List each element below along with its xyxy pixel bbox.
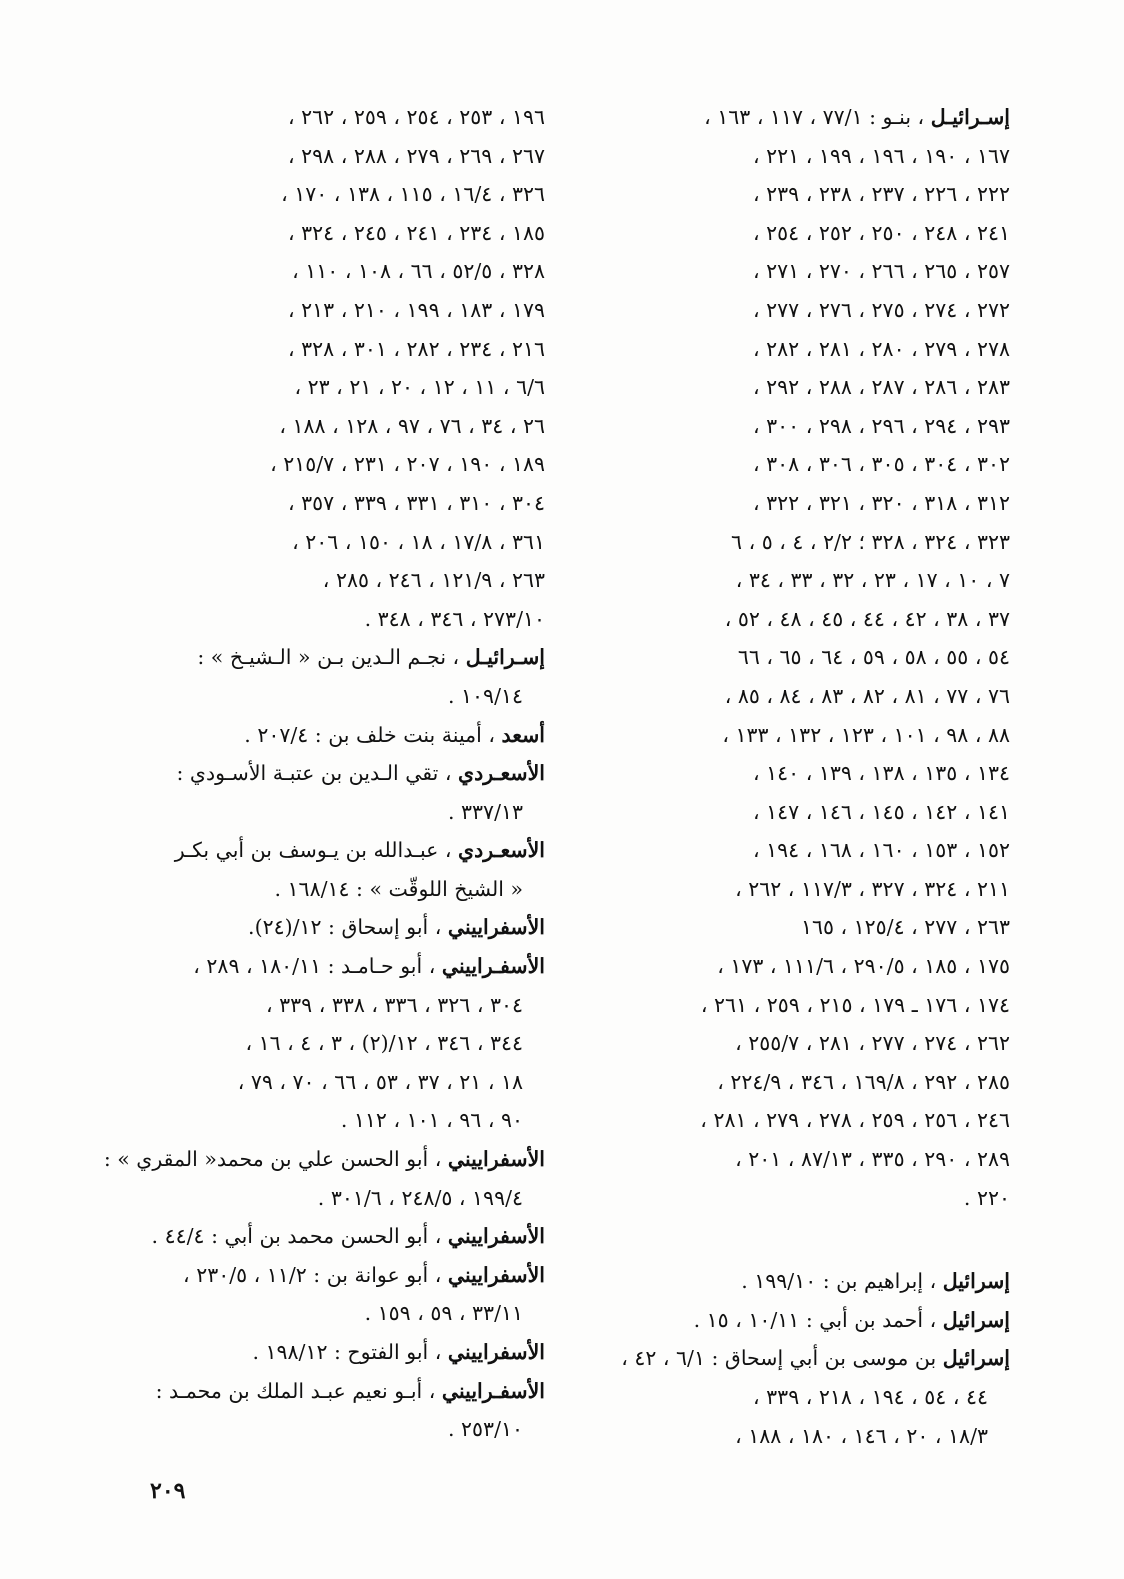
- index-line: [115, 793, 545, 832]
- index-line: [115, 1101, 545, 1140]
- index-line: [115, 677, 545, 716]
- index-line: [103, 1140, 545, 1179]
- index-line: [115, 638, 545, 677]
- index-headword: الأسعـردي: [458, 761, 545, 786]
- index-line: [115, 1294, 545, 1333]
- index-references: ، أبو حـامـد : ١٨٠/١١ ، ٢٨٩ ،: [193, 954, 442, 979]
- index-references: ١٨ ، ٢١ ، ٣٧ ، ٥٣ ، ٦٦ ، ٧٠ ، ٧٩ ،: [237, 1069, 523, 1094]
- index-references: ٢٦٣ ، ٢٧٧ ، ١٢٥/٤ ، ١٦٥: [800, 915, 1010, 940]
- index-references: ١٧٤ ، ١٧٦ ـ ١٧٩ ، ٢١٥ ، ٢٥٩ ، ٢٦١ ،: [700, 992, 1010, 1017]
- index-line: [115, 137, 545, 176]
- index-line: [115, 1372, 545, 1411]
- index-references: ٢١١ ، ٣٢٤ ، ٣٢٧ ، ١١٧/٣ ، ٢٦٢ ،: [735, 876, 1010, 901]
- index-references: ٢٧٨ ، ٢٧٩ ، ٢٨٠ ، ٢٨١ ، ٢٨٢ ،: [753, 336, 1010, 361]
- index-references: ، أبو الفتوح : ١٩٨/١٢ .: [252, 1340, 448, 1364]
- index-references: ٢٨٩ ، ٢٩٠ ، ٣٣٥ ، ٨٧/١٣ ، ٢٠١ ،: [735, 1147, 1010, 1172]
- index-line: [115, 986, 545, 1025]
- index-line: [580, 716, 1010, 755]
- index-line: [580, 445, 1010, 484]
- index-line: [115, 214, 545, 253]
- entry-gap: [580, 1217, 1010, 1262]
- index-line: [115, 1179, 545, 1218]
- index-headword: الأسعـردي: [458, 838, 545, 863]
- index-line: [580, 1101, 1010, 1140]
- index-references: ١٨٥ ، ٢٣٤ ، ٢٤١ ، ٢٤٥ ، ٣٢٤ ،: [288, 220, 545, 245]
- index-references: ٣٠٢ ، ٣٠٤ ، ٣٠٥ ، ٣٠٦ ، ٣٠٨ ،: [753, 452, 1010, 477]
- index-line: [580, 986, 1010, 1025]
- index-line: [115, 908, 545, 947]
- index-references: ، عبـدالله بن يـوسف بن أبي بكـر: [174, 838, 459, 863]
- index-line: [115, 1024, 545, 1063]
- index-references: ٢٢٠ .: [963, 1185, 1010, 1210]
- index-line: [580, 870, 1010, 909]
- index-headword: إسرائيل: [942, 1269, 1010, 1294]
- index-references: ٣٢٨ ، ٥٢/٥ ، ٦٦ ، ١٠٨ ، ١١٠ ،: [292, 259, 545, 284]
- index-headword: الأسفـراييني: [441, 954, 545, 979]
- index-headword: إسرائيل: [942, 1307, 1010, 1332]
- index-references: ٢٨٣ ، ٢٨٦ ، ٢٨٧ ، ٢٨٨ ، ٢٩٢ ،: [753, 375, 1010, 400]
- index-line: [580, 252, 1010, 291]
- index-references: ٢٩٣ ، ٢٩٤ ، ٢٩٦ ، ٢٩٨ ، ٣٠٠ ،: [753, 413, 1010, 438]
- index-line: [115, 484, 545, 523]
- index-line: [580, 1339, 1010, 1378]
- index-references: ٣٣/١١ ، ٥٩ ، ١٥٩ .: [364, 1301, 523, 1326]
- index-references: ، أبو الحسن محمد بن أبي : ٤٤/٤ .: [151, 1224, 448, 1249]
- index-references: ٢٥٧ ، ٢٦٥ ، ٢٦٦ ، ٢٧٠ ، ٢٧١ ،: [753, 259, 1010, 284]
- index-headword: الأسفراييني: [447, 1147, 545, 1172]
- index-line: [115, 1410, 545, 1449]
- index-line: [580, 214, 1010, 253]
- index-references: ٤٤ ، ٥٤ ، ١٩٤ ، ٢١٨ ، ٣٣٩ ،: [753, 1385, 988, 1409]
- index-references: ٩٠ ، ٩٦ ، ١٠١ ، ١١٢ .: [340, 1108, 523, 1133]
- index-line: [580, 137, 1010, 176]
- index-references: ٢١٦ ، ٢٣٤ ، ٢٨٢ ، ٣٠١ ، ٣٢٨ ،: [288, 336, 545, 361]
- index-line: [115, 1256, 545, 1295]
- index-line: [115, 368, 545, 407]
- index-references: ٣٤٤ ، ٣٤٦ ، ١٢/(٢) ، ٣ ، ٤ ، ١٦ ،: [245, 1031, 523, 1056]
- index-headword: إسـرائيـل: [465, 645, 545, 670]
- index-column-left: [103, 98, 545, 1449]
- index-line: [115, 754, 545, 793]
- index-line: [580, 98, 1010, 137]
- index-references: ٣٢٦ ، ١٦/٤ ، ١١٥ ، ١٣٨ ، ١٧٠ ،: [281, 182, 545, 207]
- index-line: [115, 716, 545, 755]
- index-references: ، أحمد بن أبي : ١٠/١١ ، ١٥ .: [693, 1307, 943, 1332]
- index-references: ٢٦ ، ٣٤ ، ٧٦ ، ٩٧ ، ١٢٨ ، ١٨٨ ،: [279, 413, 545, 438]
- index-references: ٨٨ ، ٩٨ ، ١٠١ ، ١٢٣ ، ١٣٢ ، ١٣٣ ،: [722, 722, 1010, 747]
- index-line: [115, 330, 545, 369]
- index-references: ٢٨٥ ، ٢٩٢ ، ١٦٩/٨ ، ٣٤٦ ، ٢٢٤/٩ ،: [717, 1069, 1010, 1094]
- index-line: [580, 677, 1010, 716]
- index-line: [580, 1378, 1010, 1417]
- index-headword: الأسفراييني: [447, 1224, 545, 1249]
- index-line: [580, 908, 1010, 947]
- index-line: [115, 600, 545, 639]
- index-headword: إسـرائيـل: [930, 105, 1010, 129]
- index-references: ٢٦٢ ، ٢٧٤ ، ٢٧٧ ، ٢٨١ ، ٢٥٥/٧ ،: [735, 1031, 1010, 1056]
- index-line: [580, 638, 1010, 677]
- index-line: [580, 523, 1010, 562]
- index-references: ٢٥٣/١٠ .: [447, 1417, 523, 1442]
- index-references: ٣٠٤ ، ٣١٠ ، ٣٣١ ، ٣٣٩ ، ٣٥٧ ،: [288, 490, 545, 515]
- index-references: ١٥٢ ، ١٥٣ ، ١٦٠ ، ١٦٨ ، ١٩٤ ،: [753, 838, 1010, 863]
- index-line: [580, 1140, 1010, 1179]
- index-line: [115, 523, 545, 562]
- index-line: [115, 445, 545, 484]
- index-references: بن موسى بن أبي إسحاق : ٦/١ ، ٤٢ ،: [621, 1346, 943, 1371]
- index-headword: إسرائيل: [942, 1346, 1010, 1371]
- index-line: [580, 831, 1010, 870]
- index-line: [580, 1024, 1010, 1063]
- index-references: ٣٣٧/١٣ .: [447, 799, 523, 824]
- index-line: [115, 407, 545, 446]
- index-references: ٦/٦ ، ١١ ، ١٢ ، ٢٠ ، ٢١ ، ٢٣ ،: [294, 375, 545, 400]
- index-references: ٢٤١ ، ٢٤٨ ، ٢٥٠ ، ٢٥٢ ، ٢٥٤ ،: [753, 220, 1010, 245]
- index-line: [580, 330, 1010, 369]
- index-line: [580, 561, 1010, 600]
- index-line: [115, 831, 545, 870]
- index-line: [115, 252, 545, 291]
- index-line: [580, 947, 1010, 986]
- index-references: ٧ ، ١٠ ، ١٧ ، ٢٣ ، ٣٢ ، ٣٣ ، ٣٤ ،: [735, 568, 1010, 593]
- index-line: [580, 175, 1010, 214]
- index-line: [580, 1063, 1010, 1102]
- index-headword: الأسفـراييني: [441, 1378, 545, 1403]
- index-references: ١٣٤ ، ١٣٥ ، ١٣٨ ، ١٣٩ ، ١٤٠ ،: [753, 761, 1010, 786]
- index-column-right: [580, 98, 1010, 1455]
- index-references: ١٨/٣ ، ٢٠ ، ١٤٦ ، ١٨٠ ، ١٨٨ ،: [735, 1423, 988, 1448]
- index-headword: الأسفراييني: [447, 1262, 545, 1287]
- index-references: ، نجـم الـدين بـن « الـشيـخ » :: [197, 645, 466, 670]
- index-references: ٣٦١ ، ١٧/٨ ، ١٨ ، ١٥٠ ، ٢٠٦ ،: [292, 529, 545, 554]
- index-references: ٣٠٤ ، ٣٢٦ ، ٣٣٦ ، ٣٣٨ ، ٣٣٩ ،: [266, 992, 523, 1017]
- index-references: ، تقي الـدين بن عتبـة الأسـودي :: [176, 761, 459, 786]
- index-headword: الأسفراييني: [447, 915, 545, 940]
- index-line: [115, 1217, 545, 1256]
- index-headword: أسعد: [501, 722, 545, 747]
- index-references: ٧٦ ، ٧٧ ، ٨١ ، ٨٢ ، ٨٣ ، ٨٤ ، ٨٥ ،: [724, 683, 1010, 708]
- page-number: ٢٠٩: [150, 1478, 186, 1504]
- index-references: ، بنـو : ٧٧/١ ، ١١٧ ، ١٦٣ ،: [704, 105, 931, 129]
- index-references: ١٩٩/٤ ، ٢٤٨/٥ ، ٣٠١/٦ .: [317, 1185, 523, 1210]
- index-references: ٣١٢ ، ٣١٨ ، ٣٢٠ ، ٣٢١ ، ٣٢٢ ،: [753, 490, 1010, 515]
- index-references: ١٦٧ ، ١٩٠ ، ١٩٦ ، ١٩٩ ، ٢٢١ ،: [753, 143, 1010, 168]
- index-references: « الشيخ اللوقّت » : ١٦٨/١٤ .: [274, 876, 523, 901]
- index-references: ١٠٩/١٤ .: [447, 683, 523, 708]
- index-references: ، أمينة بنت خلف بن : ٢٠٧/٤ .: [244, 722, 502, 747]
- index-line: [580, 1301, 1010, 1340]
- index-references: ١٩٦ ، ٢٥٣ ، ٢٥٤ ، ٢٥٩ ، ٢٦٢ ،: [288, 105, 545, 129]
- index-line: [580, 1179, 1010, 1218]
- index-line: [580, 1417, 1010, 1456]
- index-references: ٣٧ ، ٣٨ ، ٤٢ ، ٤٤ ، ٤٥ ، ٤٨ ، ٥٢ ،: [724, 606, 1010, 631]
- index-line: [115, 1333, 545, 1372]
- index-references: ٢٦٣ ، ١٢١/٩ ، ٢٤٦ ، ٢٨٥ ،: [322, 568, 545, 593]
- index-references: ، أبو الحسن علي بن محمد« المقري » :: [103, 1147, 448, 1172]
- index-references: ، أبـو نعيم عبـد الملك بن محمـد :: [155, 1378, 442, 1403]
- index-line: [580, 291, 1010, 330]
- index-references: ، أبو إسحاق : ١٢/(٢٤).: [248, 915, 448, 940]
- index-references: ، إبراهيم بن : ١٩٩/١٠ .: [741, 1269, 943, 1294]
- index-line: [580, 754, 1010, 793]
- index-references: ١٧٥ ، ١٨٥ ، ٢٩٠/٥ ، ١١١/٦ ، ١٧٣ ،: [717, 954, 1010, 979]
- index-references: ٥٤ ، ٥٥ ، ٥٨ ، ٥٩ ، ٦٤ ، ٦٥ ، ٦٦: [737, 645, 1010, 670]
- index-references: ١٤١ ، ١٤٢ ، ١٤٥ ، ١٤٦ ، ١٤٧ ،: [753, 799, 1010, 824]
- index-references: ١٧٩ ، ١٨٣ ، ١٩٩ ، ٢١٠ ، ٢١٣ ،: [288, 297, 545, 322]
- index-line: [580, 484, 1010, 523]
- index-references: ٢٤٦ ، ٢٥٦ ، ٢٥٩ ، ٢٧٨ ، ٢٧٩ ، ٢٨١ ،: [700, 1108, 1010, 1133]
- index-line: [115, 561, 545, 600]
- index-line: [115, 291, 545, 330]
- index-references: ٢٦٧ ، ٢٦٩ ، ٢٧٩ ، ٢٨٨ ، ٢٩٨ ،: [288, 143, 545, 168]
- index-line: [115, 175, 545, 214]
- index-references: ، أبو عوانة بن : ١١/٢ ، ٢٣٠/٥ ،: [183, 1262, 448, 1287]
- index-references: ٢٢٢ ، ٢٢٦ ، ٢٣٧ ، ٢٣٨ ، ٢٣٩ ،: [753, 182, 1010, 207]
- index-line: [580, 368, 1010, 407]
- index-references: ١٨٩ ، ١٩٠ ، ٢٠٧ ، ٢٣١ ، ٢١٥/٧ ،: [270, 452, 545, 477]
- index-references: ٣٢٣ ، ٣٢٤ ، ٣٢٨ ؛ ٢/٢ ، ٤ ، ٥ ، ٦: [731, 529, 1010, 554]
- index-line: [115, 870, 545, 909]
- index-line: [580, 407, 1010, 446]
- index-line: [115, 947, 545, 986]
- index-headword: الأسفراييني: [447, 1340, 545, 1364]
- index-references: ٢٧٣/١٠ ، ٣٤٦ ، ٣٤٨ .: [364, 606, 545, 631]
- index-line: [580, 600, 1010, 639]
- index-references: ٢٧٢ ، ٢٧٤ ، ٢٧٥ ، ٢٧٦ ، ٢٧٧ ،: [753, 297, 1010, 322]
- index-line: [115, 1063, 545, 1102]
- index-line: [115, 98, 545, 137]
- index-line: [580, 1262, 1010, 1301]
- index-line: [580, 793, 1010, 832]
